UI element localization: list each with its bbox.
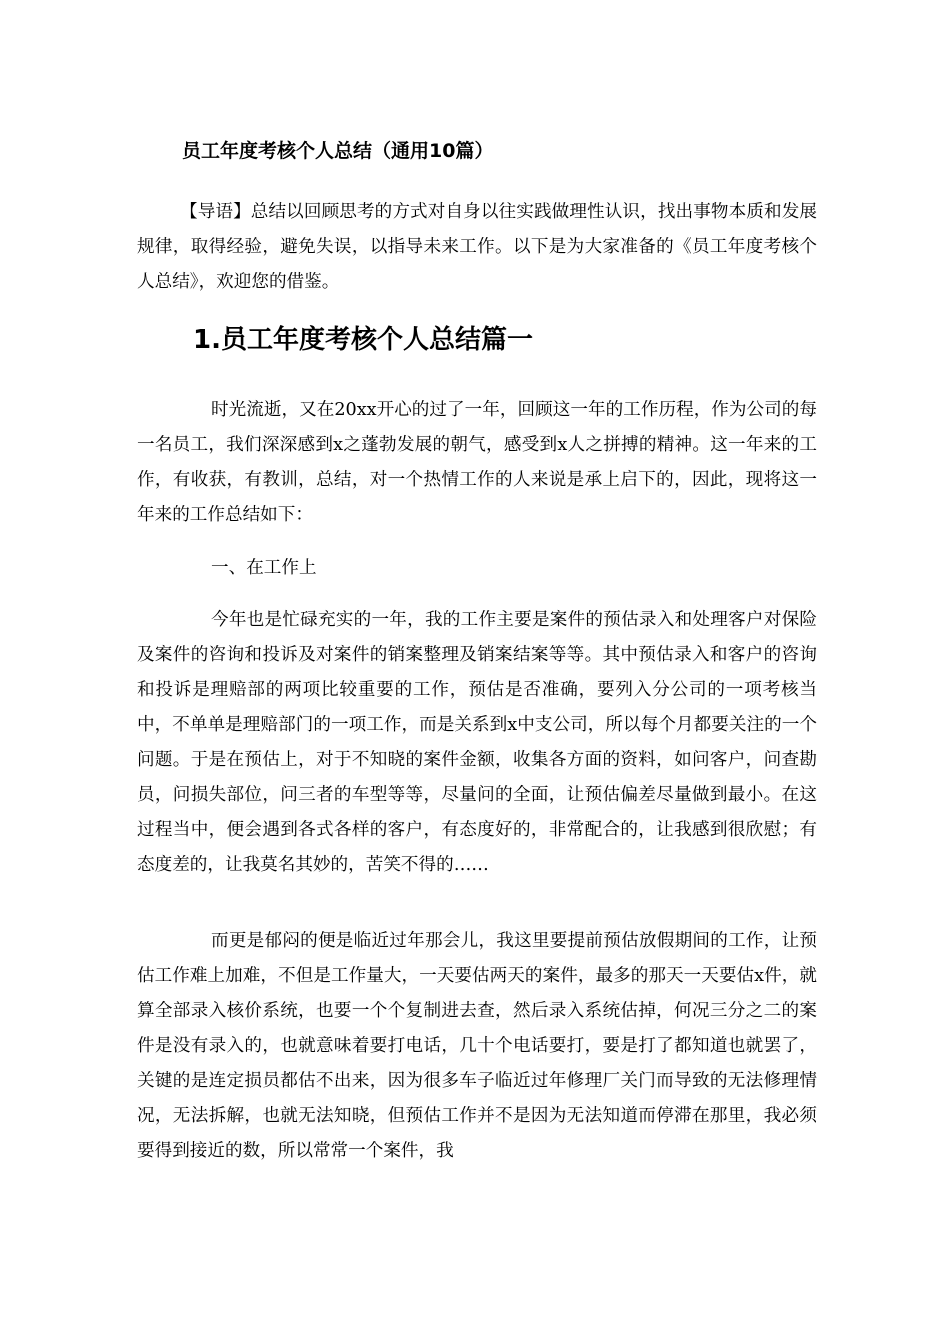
sub-heading: 一、在工作上 [211, 558, 317, 578]
body-paragraph: 时光流逝，又在20xx开心的过了一年，回顾这一年的工作历程，作为公司的每一名员工，我们深深感到x之蓬勃发展的朝气，感受到x人之拼搏的精神。这一年来的工作，有收获，有教训，总结，对一个热情工作的人来说是承上启下的，因此，现将这一年来的工作总结如下： [137, 400, 817, 525]
intro-paragraph: 【导语】总结以回顾思考的方式对自身以往实践做理性认识，找出事物本质和发展规律，取得经验，避免失误，以指导未来工作。以下是为大家准备的《员工年度考核个人总结》，欢迎您的借鉴。 [137, 202, 817, 292]
body-paragraph: 而更是郁闷的便是临近过年那会儿，我这里要提前预估放假期间的工作，让预估工作难上加难，不但是工作量大，一天要估两天的案件，最多的那天一天要估x件，就算全部录入核价系统，也要一个个复制进去查，然后录入系统估掉，何况三分之二的案件是没有录入的，也就意味着要打电话，几十个电话要打，要是打了都知道也就罢了，关键的是连定损员都估不出来，因为很多车子临近过年修理厂关门而导致的无法修理情况，无法拆解，也就无法知晓，但预估工作并不是因为无法知道而停滞在那里，我必须要得到接近的数，所以常常一个案件，我 [137, 931, 817, 1161]
body-paragraph: 今年也是忙碌充实的一年，我的工作主要是案件的预估录入和处理客户对保险及案件的咨询和投诉及对案件的销案整理及销案结案等等。其中预估录入和客户的咨询和投诉是理赔部的两项比较重要的工作，预估是否准确，要列入分公司的一项考核当中，不单单是理赔部门的一项工作，而是关系到x中支公司，所以每个月都要关注的一个问题。于是在预估上，对于不知晓的案件金额，收集各方面的资料，如问客户，问查勘员，问损失部位，问三者的车型等等，尽量问的全面，让预估偏差尽量做到最小。在这过程当中，便会遇到各式各样的客户，有态度好的，非常配合的，让我感到很欣慰；有态度差的，让我莫名其妙的，苦笑不得的…… [137, 610, 817, 875]
section-heading: 1.员工年度考核个人总结篇一 [193, 325, 533, 355]
document-title: 员工年度考核个人总结（通用10篇） [182, 140, 494, 162]
